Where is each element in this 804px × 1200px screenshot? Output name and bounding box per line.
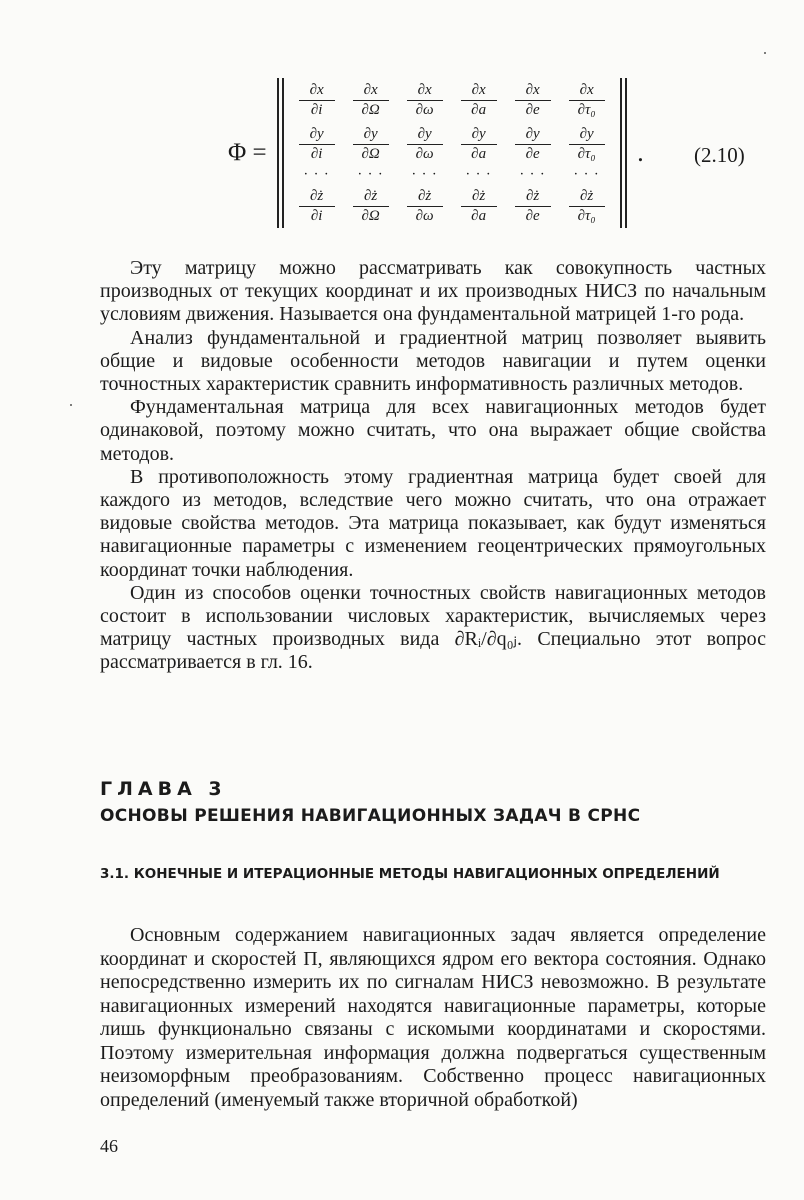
matrix-entry-denominator: ∂τ₀	[569, 144, 605, 163]
matrix-entry	[506, 122, 560, 166]
matrix-entry	[452, 78, 506, 122]
text-block-1	[100, 257, 766, 675]
matrix-entry-numerator: ∂ż	[310, 187, 324, 204]
matrix-entry	[560, 122, 614, 166]
matrix-entry-numerator: ∂ż	[526, 187, 540, 204]
matrix-entry-denominator: ∂ω	[407, 144, 443, 163]
matrix-ellipsis: · · ·	[357, 167, 384, 182]
chapter-label: ГЛАВА 3	[100, 778, 227, 800]
matrix-entry	[452, 122, 506, 166]
page-number: 46	[100, 1136, 118, 1156]
matrix-entry	[560, 184, 614, 228]
paragraph: Анализ фундаментальной и градиентной матриц позволяет выявить общие и видовые особенности методов навигации и путем оценки точностных характеристик сравнить информативность различных методов.	[100, 326, 766, 396]
text-block-2	[100, 924, 766, 1112]
matrix-entry	[452, 184, 506, 228]
formula-2-10	[228, 78, 644, 228]
matrix-entry	[344, 78, 398, 122]
scan-speck	[764, 52, 766, 54]
matrix-entry	[290, 184, 344, 228]
matrix-entry	[506, 78, 560, 122]
matrix-entry-numerator: ∂y	[471, 125, 486, 142]
matrix-entry-numerator: ∂ż	[580, 187, 594, 204]
matrix-entry-denominator: ∂Ω	[353, 206, 389, 225]
scan-speck	[70, 404, 72, 406]
matrix-entry	[344, 122, 398, 166]
matrix-entry-numerator: ∂y	[309, 125, 324, 142]
matrix-entry-denominator: ∂e	[515, 100, 551, 119]
matrix-ellipsis: · · ·	[465, 167, 492, 182]
matrix-entry-denominator: ∂a	[461, 206, 497, 225]
matrix-determinant	[277, 78, 627, 228]
matrix-entry	[344, 184, 398, 228]
matrix-entry	[398, 184, 452, 228]
matrix-entry	[506, 184, 560, 228]
matrix-ellipsis: · · ·	[411, 167, 438, 182]
matrix-entry-denominator: ∂ω	[407, 206, 443, 225]
paragraph: Основным содержанием навигационных задач является определение координат и скоростей П, являющихся ядром его вектора состояния. Однако непосредственно измерить их по сигналам НИСЗ невозможно. В результате навигационных измерений находятся навигационные параметры, которые лишь функционально связаны с искомыми координатами и скоростями. Поэтому измерительная информация должна подвергаться существенным неизоморфным преобразованиям. Собственно процесс навигационных определений (именуемый также вторичной обработкой)	[100, 924, 766, 1111]
matrix-entry-numerator: ∂y	[417, 125, 432, 142]
matrix-entry-numerator: ∂y	[579, 125, 594, 142]
matrix-entry	[290, 78, 344, 122]
matrix-entry-denominator: ∂Ω	[353, 144, 389, 163]
matrix-entry-denominator: ∂e	[515, 144, 551, 163]
matrix-entry-denominator: ∂i	[299, 206, 335, 225]
matrix-ellipsis: · · ·	[573, 167, 600, 182]
equation-number: (2.10)	[694, 143, 745, 167]
matrix-entry-numerator: ∂ż	[364, 187, 378, 204]
matrix-entry-numerator: ∂x	[309, 81, 324, 98]
chapter-title: ОСНОВЫ РЕШЕНИЯ НАВИГАЦИОННЫХ ЗАДАЧ В СРНС	[100, 806, 641, 826]
matrix-entry	[560, 78, 614, 122]
matrix-entry-numerator: ∂x	[417, 81, 432, 98]
matrix-entry-numerator: ∂x	[525, 81, 540, 98]
matrix-entry-denominator: ∂ω	[407, 100, 443, 119]
matrix-ellipsis: · · ·	[303, 167, 330, 182]
formula-lhs: Φ =	[228, 139, 267, 166]
matrix-entry-numerator: ∂x	[363, 81, 378, 98]
paragraph: Один из способов оценки точностных свойств навигационных методов состоит в использовании числовых характеристик, вычисляемых через матрицу частных производных вида ∂Rᵢ/∂q₀ⱼ. Специально этот вопрос рассматривается в гл. 16.	[100, 581, 766, 674]
matrix-entry-denominator: ∂i	[299, 100, 335, 119]
matrix-entry-numerator: ∂y	[363, 125, 378, 142]
section-title: 3.1. КОНЕЧНЫЕ И ИТЕРАЦИОННЫЕ МЕТОДЫ НАВИГАЦИОННЫХ ОПРЕДЕЛЕНИЙ	[100, 866, 720, 882]
matrix-right-bar	[620, 78, 627, 228]
matrix-entry-denominator: ∂Ω	[353, 100, 389, 119]
matrix-entry-numerator: ∂x	[471, 81, 486, 98]
paragraph: Фундаментальная матрица для всех навигационных методов будет одинаковой, поэтому можно считать, что она выражает общие свойства методов.	[100, 396, 766, 465]
matrix-entry-denominator: ∂a	[461, 100, 497, 119]
matrix-entry-numerator: ∂ż	[472, 187, 486, 204]
matrix-entry-denominator: ∂e	[515, 206, 551, 225]
matrix-entry-numerator: ∂y	[525, 125, 540, 142]
matrix-ellipsis: · · ·	[519, 167, 546, 182]
paragraph: Эту матрицу можно рассматривать как совокупность частных производных от текущих координат и их производных НИСЗ по начальным условиям движения. Называется она фундаментальной матрицей 1-го рода.	[100, 257, 766, 326]
matrix-entry	[398, 78, 452, 122]
matrix-entry-denominator: ∂τ₀	[569, 100, 605, 119]
paragraph: В противоположность этому градиентная матрица будет своей для каждого из методов, вследствие чего можно считать, что она отражает видовые свойства методов. Эта матрица показывает, как будут изменяться навигационные параметры с изменением геоцентрических прямоугольных координат точки наблюдения.	[100, 465, 766, 581]
matrix-entry-numerator: ∂ż	[418, 187, 432, 204]
matrix-left-bar	[277, 78, 284, 228]
matrix-entry-denominator: ∂i	[299, 144, 335, 163]
matrix-grid	[284, 78, 620, 228]
matrix-entry-numerator: ∂x	[579, 81, 594, 98]
matrix-entry-denominator: ∂τ₀	[569, 206, 605, 225]
matrix-entry	[290, 122, 344, 166]
matrix-entry	[398, 122, 452, 166]
matrix-entry-denominator: ∂a	[461, 144, 497, 163]
formula-trailing-period: .	[636, 139, 645, 167]
